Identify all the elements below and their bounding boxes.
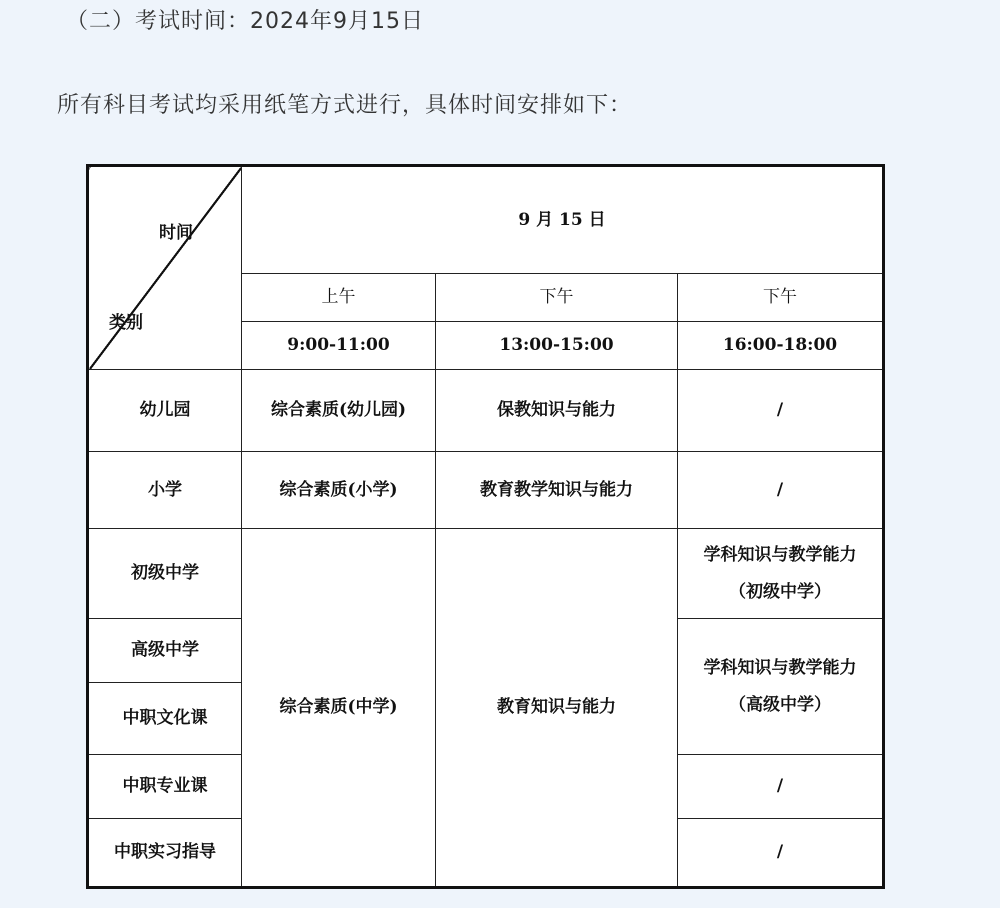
cell-primary-pm2: / bbox=[678, 452, 884, 529]
cell-kindergarten-am: 综合素质(幼儿园) bbox=[242, 370, 436, 452]
cell-primary-pm1: 教育教学知识与能力 bbox=[436, 452, 678, 529]
cell-junior-pm2 bbox=[678, 529, 884, 619]
corner-category-label: 类别 bbox=[109, 313, 143, 333]
junior-subject-line: 学科知识与教学能力 bbox=[703, 544, 857, 565]
period-time-2: 13:00-15:00 bbox=[436, 322, 678, 370]
corner-header bbox=[88, 166, 242, 370]
cell-vocational-major-pm2: / bbox=[678, 755, 884, 819]
cell-kindergarten-pm1: 保教知识与能力 bbox=[436, 370, 678, 452]
category-vocational-major: 中职专业课 bbox=[88, 755, 242, 819]
period-label-2: 下午 bbox=[436, 274, 678, 322]
category-vocational-culture: 中职文化课 bbox=[88, 683, 242, 755]
category-primary: 小学 bbox=[88, 452, 242, 529]
category-senior: 高级中学 bbox=[88, 619, 242, 683]
category-kindergarten: 幼儿园 bbox=[88, 370, 242, 452]
period-label-1: 上午 bbox=[242, 274, 436, 322]
cell-middle-am: 综合素质(中学) bbox=[242, 529, 436, 888]
period-time-3: 16:00-18:00 bbox=[678, 322, 884, 370]
table-row bbox=[88, 452, 884, 529]
cell-senior-pm2 bbox=[678, 619, 884, 755]
period-time-1: 9:00-11:00 bbox=[242, 322, 436, 370]
cell-kindergarten-pm2: / bbox=[678, 370, 884, 452]
intro-paragraph: 所有科目考试均采用纸笔方式进行，具体时间安排如下： bbox=[57, 93, 633, 118]
date-header: 9 月 15 日 bbox=[242, 166, 884, 274]
senior-subject-line: 学科知识与教学能力 bbox=[703, 657, 857, 678]
category-vocational-practice: 中职实习指导 bbox=[88, 819, 242, 888]
table-row bbox=[88, 370, 884, 452]
senior-level-line: （高级中学） bbox=[729, 694, 831, 715]
cell-vocational-practice-pm2: / bbox=[678, 819, 884, 888]
corner-time-label: 时间 bbox=[159, 223, 193, 243]
junior-level-line: （初级中学） bbox=[729, 581, 831, 602]
category-junior: 初级中学 bbox=[88, 529, 242, 619]
table-row bbox=[88, 529, 884, 619]
cell-primary-am: 综合素质(小学) bbox=[242, 452, 436, 529]
cell-middle-pm1: 教育知识与能力 bbox=[436, 529, 678, 888]
exam-schedule-table bbox=[86, 164, 882, 886]
period-label-3: 下午 bbox=[678, 274, 884, 322]
exam-time-heading: （二）考试时间：2024年9月15日 bbox=[66, 9, 424, 34]
